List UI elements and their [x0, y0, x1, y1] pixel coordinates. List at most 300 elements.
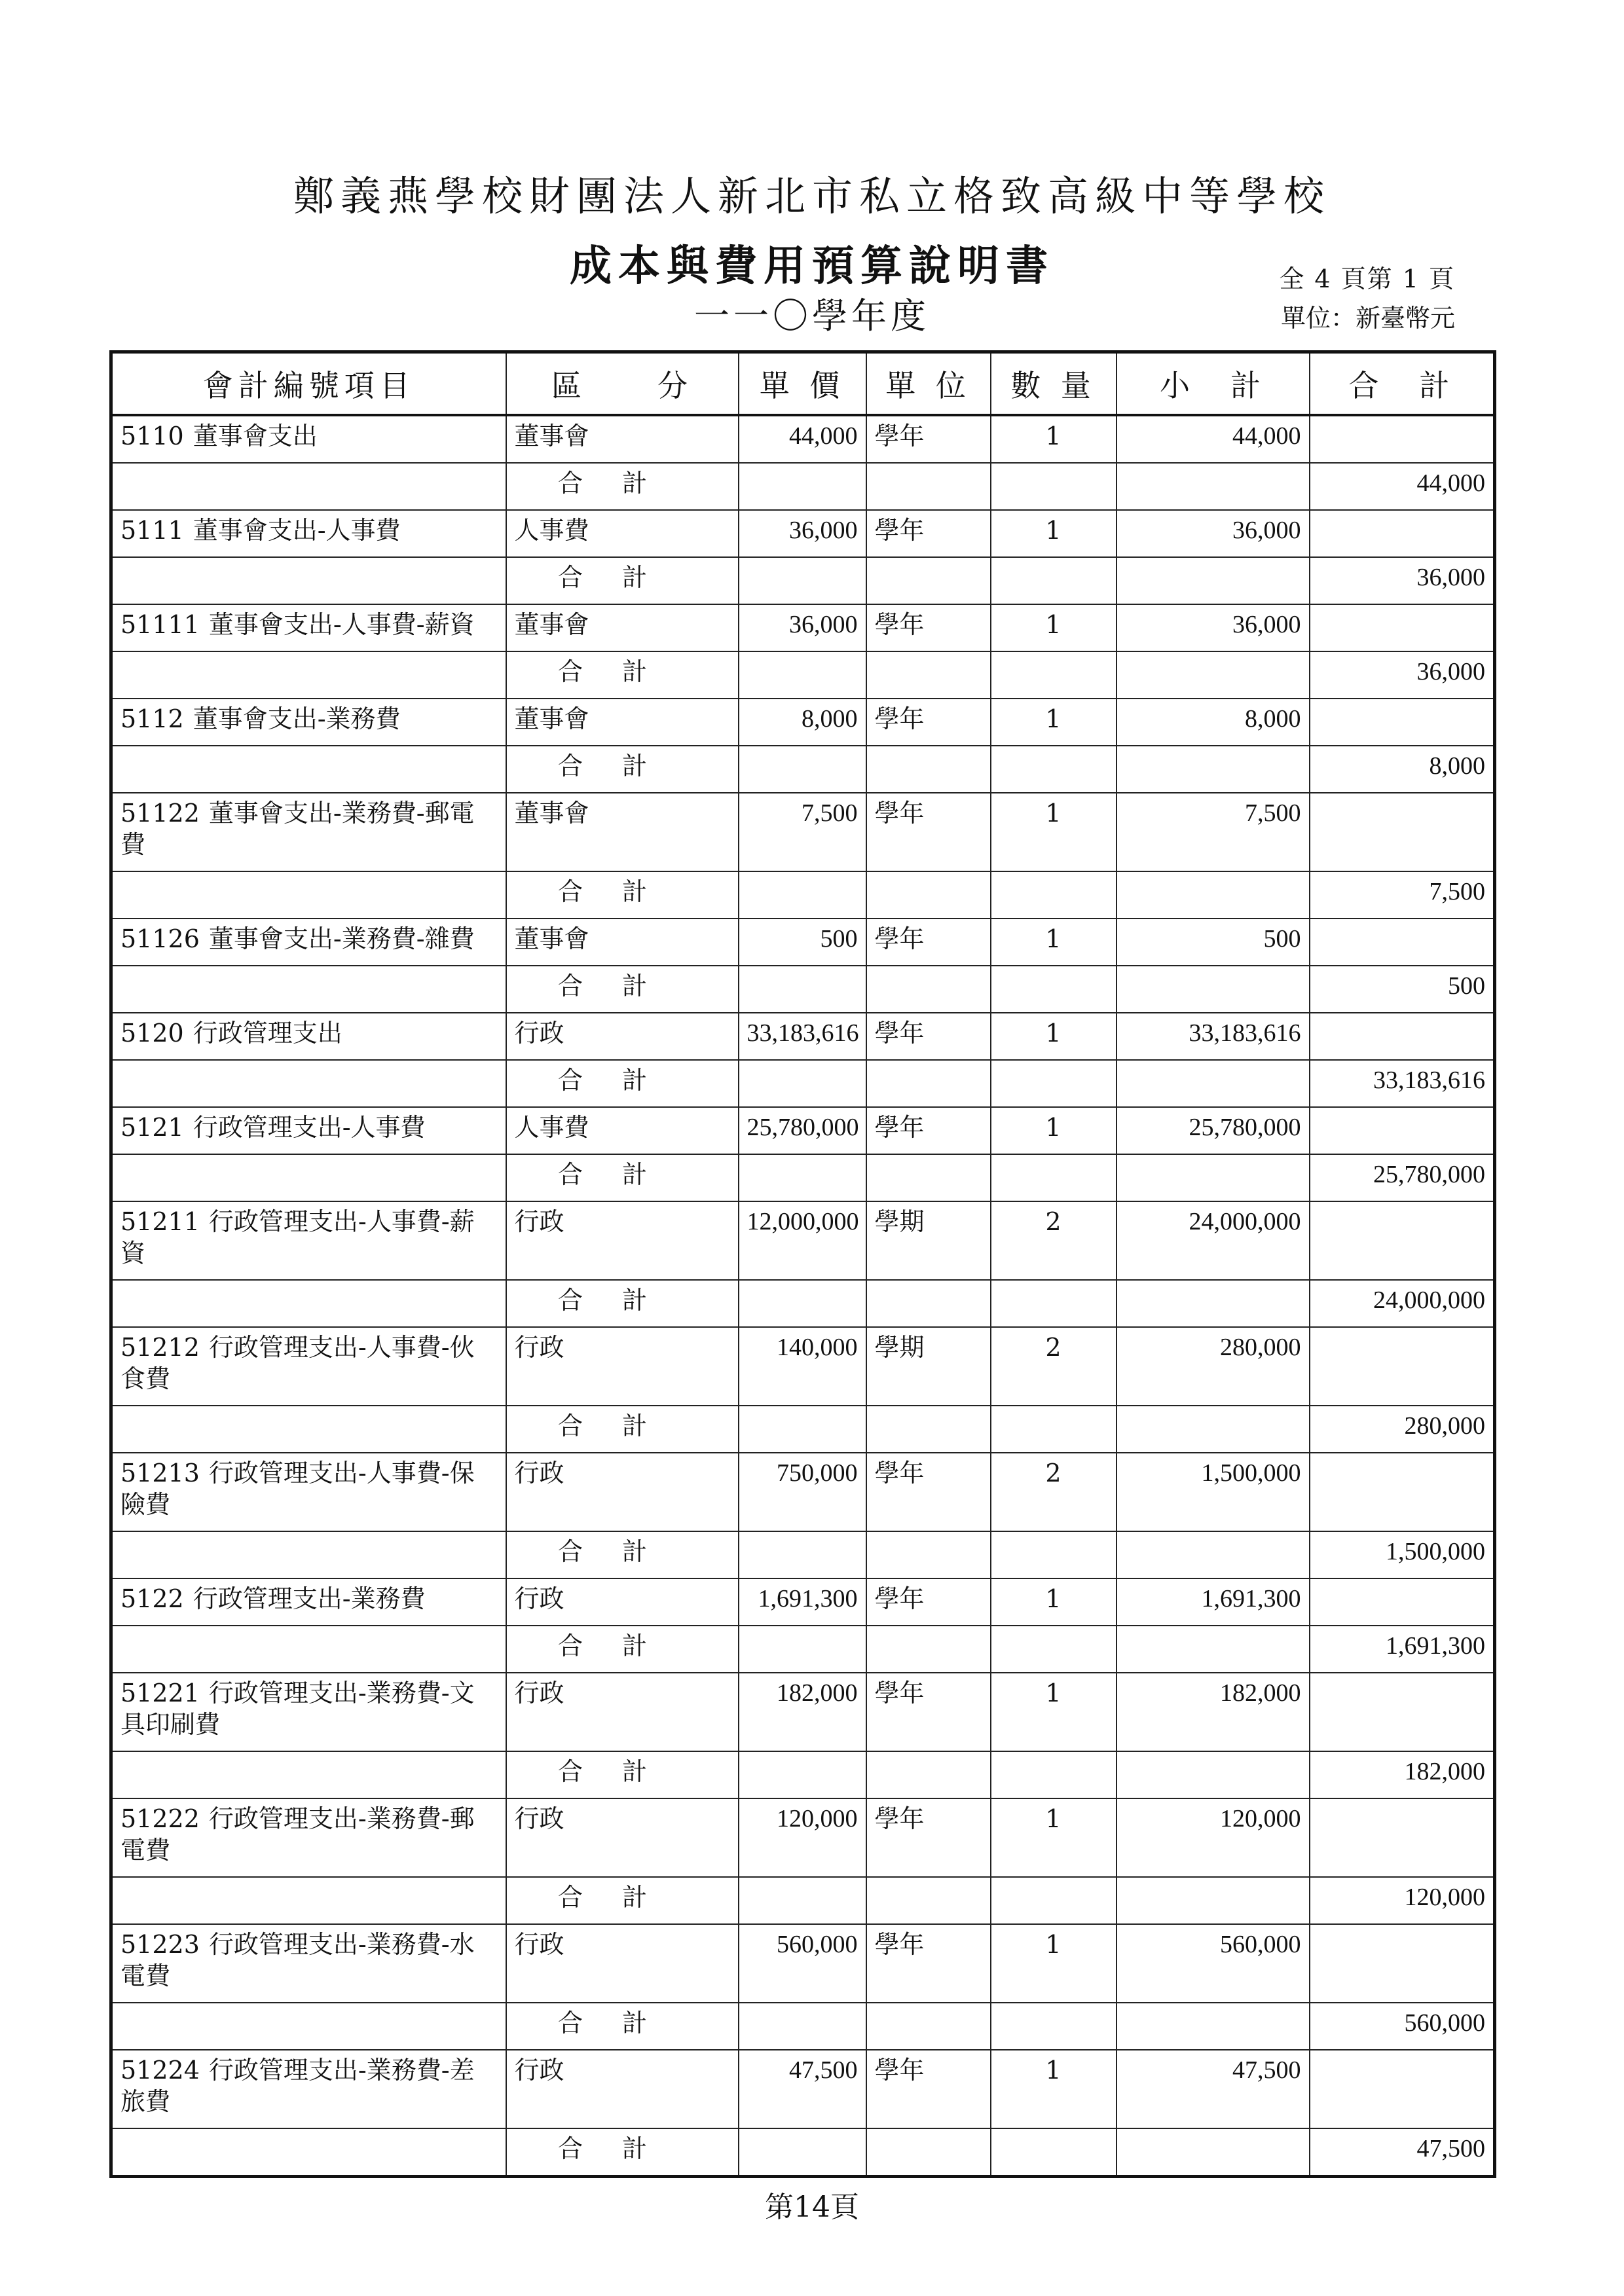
unit-price-cell: 750,000	[739, 1453, 866, 1531]
total-row	[111, 1060, 1495, 1107]
total-value-cell: 8,000	[1310, 746, 1495, 793]
account-name: 董事會支出-業務費	[193, 704, 401, 733]
account-code: 5112	[120, 704, 184, 733]
empty-cell	[739, 557, 866, 604]
empty-cell	[991, 463, 1116, 510]
account-name: 董事會支出	[193, 422, 318, 450]
empty-cell	[991, 2128, 1116, 2177]
total-value-cell: 280,000	[1310, 1406, 1495, 1453]
account-name: 行政管理支出-人事費	[193, 1113, 426, 1142]
empty-cell	[111, 746, 506, 793]
empty-cell	[866, 1531, 991, 1578]
category-cell: 行政	[506, 1924, 739, 2003]
subtotal-cell: 120,000	[1116, 1798, 1310, 1877]
empty-cell	[739, 1060, 866, 1107]
empty-cell	[111, 1154, 506, 1201]
empty-cell	[991, 1531, 1116, 1578]
column-header-unit: 單 位	[866, 352, 991, 416]
empty-cell	[1116, 871, 1310, 919]
subtotal-cell: 47,500	[1116, 2050, 1310, 2128]
subtotal-cell: 24,000,000	[1116, 1201, 1310, 1280]
account-cell	[111, 1798, 506, 1877]
empty-cell	[991, 1280, 1116, 1327]
empty-cell	[739, 746, 866, 793]
unit-cell: 學年	[866, 699, 991, 746]
quantity-cell: 1	[991, 1013, 1116, 1060]
empty-cell	[111, 1280, 506, 1327]
account-name: 行政管理支出	[193, 1019, 342, 1048]
empty-cell	[991, 746, 1116, 793]
empty-cell	[866, 463, 991, 510]
total-value-cell: 120,000	[1310, 1877, 1495, 1924]
total-value-cell: 500	[1310, 966, 1495, 1013]
empty-cell	[739, 2003, 866, 2050]
category-cell: 人事費	[506, 510, 739, 557]
empty-cell	[866, 1060, 991, 1107]
total-empty-cell	[1310, 1107, 1495, 1154]
category-cell: 董事會	[506, 793, 739, 871]
empty-cell	[1116, 966, 1310, 1013]
column-header-unit-price: 單 價	[739, 352, 866, 416]
empty-cell	[1116, 1531, 1310, 1578]
account-cell	[111, 699, 506, 746]
table-row	[111, 1327, 1495, 1406]
empty-cell	[111, 651, 506, 699]
account-cell	[111, 510, 506, 557]
quantity-cell: 1	[991, 2050, 1116, 2128]
document-title: 成本與費用預算說明書	[570, 242, 1054, 291]
quantity-cell: 1	[991, 604, 1116, 651]
unit-cell: 學年	[866, 919, 991, 966]
total-label: 合計	[506, 1154, 739, 1201]
empty-cell	[111, 2003, 506, 2050]
category-cell: 行政	[506, 1327, 739, 1406]
empty-cell	[991, 1154, 1116, 1201]
empty-cell	[866, 966, 991, 1013]
account-name: 行政管理支出-人事費-薪資	[120, 1207, 475, 1267]
account-name: 行政管理支出-業務費	[193, 1584, 426, 1613]
unit-cell: 學年	[866, 1578, 991, 1626]
empty-cell	[866, 1406, 991, 1453]
account-name: 董事會支出-業務費-郵電費	[120, 799, 475, 859]
empty-cell	[739, 2128, 866, 2177]
account-code: 51111	[120, 610, 200, 639]
unit-cell: 學期	[866, 1327, 991, 1406]
account-code: 5122	[120, 1584, 184, 1613]
unit-cell: 學年	[866, 793, 991, 871]
table-row	[111, 699, 1495, 746]
unit-price-cell: 36,000	[739, 604, 866, 651]
unit-cell: 學年	[866, 1013, 991, 1060]
account-name: 董事會支出-業務費-雜費	[208, 924, 475, 953]
table-row	[111, 1798, 1495, 1877]
empty-cell	[866, 1280, 991, 1327]
account-name: 行政管理支出-人事費-保險費	[120, 1459, 475, 1519]
total-label: 合計	[506, 2128, 739, 2177]
budget-table	[109, 350, 1496, 2178]
category-cell: 董事會	[506, 919, 739, 966]
table-row	[111, 1107, 1495, 1154]
account-cell	[111, 1013, 506, 1060]
unit-price-cell: 560,000	[739, 1924, 866, 2003]
empty-cell	[111, 1406, 506, 1453]
total-row	[111, 746, 1495, 793]
unit-price-cell: 182,000	[739, 1673, 866, 1751]
subtotal-cell: 1,691,300	[1116, 1578, 1310, 1626]
unit-price-cell: 500	[739, 919, 866, 966]
total-row	[111, 463, 1495, 510]
category-cell: 董事會	[506, 604, 739, 651]
total-label: 合計	[506, 746, 739, 793]
total-row	[111, 1626, 1495, 1673]
category-cell: 行政	[506, 1013, 739, 1060]
subtotal-cell: 560,000	[1116, 1924, 1310, 2003]
total-label: 合計	[506, 1626, 739, 1673]
empty-cell	[111, 1060, 506, 1107]
table-row	[111, 919, 1495, 966]
column-header-quantity: 數 量	[991, 352, 1116, 416]
empty-cell	[739, 1280, 866, 1327]
account-cell	[111, 1453, 506, 1531]
total-value-cell: 7,500	[1310, 871, 1495, 919]
total-label: 合計	[506, 1531, 739, 1578]
unit-price-cell: 44,000	[739, 415, 866, 463]
quantity-cell: 1	[991, 1924, 1116, 2003]
account-code: 51212	[120, 1333, 200, 1362]
empty-cell	[866, 1626, 991, 1673]
empty-cell	[739, 651, 866, 699]
empty-cell	[866, 1751, 991, 1798]
category-cell: 行政	[506, 1578, 739, 1626]
category-cell: 董事會	[506, 699, 739, 746]
unit-price-cell: 36,000	[739, 510, 866, 557]
total-empty-cell	[1310, 1453, 1495, 1531]
column-header-total: 合 計	[1310, 352, 1495, 416]
empty-cell	[111, 966, 506, 1013]
currency-unit: 單位：新臺幣元	[1280, 304, 1455, 333]
quantity-cell: 1	[991, 1578, 1116, 1626]
category-cell: 行政	[506, 1798, 739, 1877]
table-header-row	[111, 352, 1495, 416]
table-row	[111, 604, 1495, 651]
empty-cell	[111, 1626, 506, 1673]
subtotal-cell: 1,500,000	[1116, 1453, 1310, 1531]
unit-price-cell: 120,000	[739, 1798, 866, 1877]
total-empty-cell	[1310, 1013, 1495, 1060]
empty-cell	[866, 1877, 991, 1924]
empty-cell	[1116, 2003, 1310, 2050]
total-value-cell: 24,000,000	[1310, 1280, 1495, 1327]
quantity-cell: 1	[991, 793, 1116, 871]
unit-price-cell: 140,000	[739, 1327, 866, 1406]
account-cell	[111, 1578, 506, 1626]
account-name: 董事會支出-人事費	[193, 516, 401, 545]
empty-cell	[1116, 1060, 1310, 1107]
account-code: 51221	[120, 1679, 200, 1707]
quantity-cell: 2	[991, 1201, 1116, 1280]
empty-cell	[739, 1626, 866, 1673]
account-cell	[111, 1924, 506, 2003]
empty-cell	[739, 1751, 866, 1798]
total-row	[111, 966, 1495, 1013]
unit-cell: 學年	[866, 415, 991, 463]
account-cell	[111, 1673, 506, 1751]
empty-cell	[111, 1877, 506, 1924]
total-row	[111, 1406, 1495, 1453]
quantity-cell: 1	[991, 415, 1116, 463]
total-empty-cell	[1310, 1578, 1495, 1626]
empty-cell	[111, 871, 506, 919]
quantity-cell: 1	[991, 1798, 1116, 1877]
account-code: 5111	[120, 516, 184, 545]
quantity-cell: 1	[991, 510, 1116, 557]
empty-cell	[111, 463, 506, 510]
account-code: 51223	[120, 1930, 200, 1959]
category-cell: 行政	[506, 1673, 739, 1751]
subtotal-cell: 25,780,000	[1116, 1107, 1310, 1154]
total-row	[111, 1154, 1495, 1201]
quantity-cell: 1	[991, 699, 1116, 746]
empty-cell	[739, 463, 866, 510]
budget-table-body	[111, 415, 1495, 2177]
account-code: 51126	[120, 924, 200, 953]
empty-cell	[991, 1060, 1116, 1107]
total-label: 合計	[506, 871, 739, 919]
category-cell: 董事會	[506, 415, 739, 463]
total-empty-cell	[1310, 1327, 1495, 1406]
total-label: 合計	[506, 2003, 739, 2050]
column-header-category: 區 分	[506, 352, 739, 416]
total-empty-cell	[1310, 1673, 1495, 1751]
subtotal-cell: 7,500	[1116, 793, 1310, 871]
total-empty-cell	[1310, 510, 1495, 557]
total-label: 合計	[506, 557, 739, 604]
account-cell	[111, 1107, 506, 1154]
total-row	[111, 1280, 1495, 1327]
total-label: 合計	[506, 1406, 739, 1453]
total-row	[111, 651, 1495, 699]
unit-cell: 學年	[866, 510, 991, 557]
total-row	[111, 1877, 1495, 1924]
quantity-cell: 2	[991, 1327, 1116, 1406]
table-row	[111, 1013, 1495, 1060]
account-code: 5110	[120, 422, 184, 450]
empty-cell	[111, 1751, 506, 1798]
total-label: 合計	[506, 1280, 739, 1327]
empty-cell	[991, 1751, 1116, 1798]
total-value-cell: 560,000	[1310, 2003, 1495, 2050]
unit-price-cell: 33,183,616	[739, 1013, 866, 1060]
total-value-cell: 36,000	[1310, 651, 1495, 699]
total-empty-cell	[1310, 919, 1495, 966]
total-row	[111, 871, 1495, 919]
empty-cell	[866, 2128, 991, 2177]
subtotal-cell: 280,000	[1116, 1327, 1310, 1406]
quantity-cell: 1	[991, 919, 1116, 966]
unit-cell: 學年	[866, 1107, 991, 1154]
total-empty-cell	[1310, 2050, 1495, 2128]
total-value-cell: 1,500,000	[1310, 1531, 1495, 1578]
quantity-cell: 1	[991, 1673, 1116, 1751]
total-value-cell: 182,000	[1310, 1751, 1495, 1798]
empty-cell	[1116, 1154, 1310, 1201]
total-empty-cell	[1310, 699, 1495, 746]
empty-cell	[1116, 1626, 1310, 1673]
total-row	[111, 2003, 1495, 2050]
account-name: 行政管理支出-業務費-郵電費	[120, 1804, 475, 1865]
total-label: 合計	[506, 1751, 739, 1798]
organization-title: 鄭義燕學校財團法人新北市私立格致高級中等學校	[293, 172, 1331, 220]
unit-cell: 學年	[866, 1673, 991, 1751]
empty-cell	[1116, 746, 1310, 793]
table-row	[111, 2050, 1495, 2128]
empty-cell	[1116, 1406, 1310, 1453]
account-code: 5120	[120, 1019, 184, 1048]
account-name: 董事會支出-人事費-薪資	[208, 610, 475, 639]
empty-cell	[111, 557, 506, 604]
unit-price-cell: 7,500	[739, 793, 866, 871]
table-row	[111, 415, 1495, 463]
account-cell	[111, 604, 506, 651]
account-cell	[111, 1201, 506, 1280]
total-label: 合計	[506, 651, 739, 699]
empty-cell	[739, 1406, 866, 1453]
account-code: 5121	[120, 1113, 184, 1142]
empty-cell	[866, 2003, 991, 2050]
account-name: 行政管理支出-人事費-伙食費	[120, 1333, 475, 1393]
subtotal-cell: 33,183,616	[1116, 1013, 1310, 1060]
account-cell	[111, 1327, 506, 1406]
empty-cell	[866, 1154, 991, 1201]
total-label: 合計	[506, 966, 739, 1013]
unit-cell: 學年	[866, 604, 991, 651]
total-value-cell: 36,000	[1310, 557, 1495, 604]
subtotal-cell: 44,000	[1116, 415, 1310, 463]
empty-cell	[1116, 557, 1310, 604]
category-cell: 行政	[506, 1201, 739, 1280]
empty-cell	[866, 871, 991, 919]
account-name: 行政管理支出-業務費-文具印刷費	[120, 1679, 475, 1739]
total-label: 合計	[506, 1877, 739, 1924]
total-empty-cell	[1310, 604, 1495, 651]
unit-price-cell: 1,691,300	[739, 1578, 866, 1626]
table-row	[111, 1453, 1495, 1531]
account-cell	[111, 415, 506, 463]
subtotal-cell: 36,000	[1116, 510, 1310, 557]
school-year: 一一〇學年度	[694, 295, 930, 337]
empty-cell	[866, 557, 991, 604]
unit-price-cell: 47,500	[739, 2050, 866, 2128]
empty-cell	[991, 557, 1116, 604]
total-label: 合計	[506, 1060, 739, 1107]
total-value-cell: 44,000	[1310, 463, 1495, 510]
account-code: 51122	[120, 799, 200, 828]
account-name: 行政管理支出-業務費-差旅費	[120, 2056, 475, 2116]
empty-cell	[991, 871, 1116, 919]
table-row	[111, 793, 1495, 871]
table-row	[111, 1578, 1495, 1626]
empty-cell	[991, 1877, 1116, 1924]
table-row	[111, 510, 1495, 557]
total-empty-cell	[1310, 1798, 1495, 1877]
empty-cell	[866, 651, 991, 699]
total-row	[111, 557, 1495, 604]
total-empty-cell	[1310, 1924, 1495, 2003]
category-cell: 行政	[506, 1453, 739, 1531]
subtotal-cell: 182,000	[1116, 1673, 1310, 1751]
empty-cell	[991, 1626, 1116, 1673]
total-empty-cell	[1310, 1201, 1495, 1280]
page-number: 第14頁	[765, 2191, 859, 2224]
account-code: 51224	[120, 2056, 200, 2085]
empty-cell	[991, 1406, 1116, 1453]
table-row	[111, 1201, 1495, 1280]
account-code: 51222	[120, 1804, 200, 1833]
quantity-cell: 1	[991, 1107, 1116, 1154]
total-row	[111, 2128, 1495, 2177]
account-code: 51213	[120, 1459, 200, 1487]
empty-cell	[991, 2003, 1116, 2050]
empty-cell	[739, 1877, 866, 1924]
total-value-cell: 1,691,300	[1310, 1626, 1495, 1673]
unit-price-cell: 8,000	[739, 699, 866, 746]
total-row	[111, 1531, 1495, 1578]
empty-cell	[1116, 1280, 1310, 1327]
account-name: 行政管理支出-業務費-水電費	[120, 1930, 475, 1990]
column-header-subtotal: 小 計	[1116, 352, 1310, 416]
empty-cell	[739, 1154, 866, 1201]
table-row	[111, 1673, 1495, 1751]
empty-cell	[1116, 463, 1310, 510]
account-cell	[111, 919, 506, 966]
total-value-cell: 47,500	[1310, 2128, 1495, 2177]
page-info: 全 4 頁第 1 頁	[1279, 264, 1455, 293]
empty-cell	[1116, 2128, 1310, 2177]
subtotal-cell: 8,000	[1116, 699, 1310, 746]
account-code: 51211	[120, 1207, 200, 1236]
empty-cell	[739, 966, 866, 1013]
total-value-cell: 25,780,000	[1310, 1154, 1495, 1201]
column-header-account: 會計編號項目	[111, 352, 506, 416]
account-cell	[111, 2050, 506, 2128]
category-cell: 行政	[506, 2050, 739, 2128]
unit-cell: 學年	[866, 1453, 991, 1531]
empty-cell	[1116, 1877, 1310, 1924]
empty-cell	[1116, 1751, 1310, 1798]
category-cell: 人事費	[506, 1107, 739, 1154]
total-empty-cell	[1310, 793, 1495, 871]
unit-cell: 學年	[866, 1924, 991, 2003]
total-empty-cell	[1310, 415, 1495, 463]
unit-cell: 學年	[866, 1798, 991, 1877]
empty-cell	[866, 746, 991, 793]
total-row	[111, 1751, 1495, 1798]
total-label: 合計	[506, 463, 739, 510]
subtotal-cell: 500	[1116, 919, 1310, 966]
empty-cell	[991, 651, 1116, 699]
unit-cell: 學年	[866, 2050, 991, 2128]
subtotal-cell: 36,000	[1116, 604, 1310, 651]
quantity-cell: 2	[991, 1453, 1116, 1531]
empty-cell	[739, 871, 866, 919]
account-cell	[111, 793, 506, 871]
empty-cell	[1116, 651, 1310, 699]
table-row	[111, 1924, 1495, 2003]
unit-cell: 學期	[866, 1201, 991, 1280]
empty-cell	[739, 1531, 866, 1578]
unit-price-cell: 25,780,000	[739, 1107, 866, 1154]
total-value-cell: 33,183,616	[1310, 1060, 1495, 1107]
